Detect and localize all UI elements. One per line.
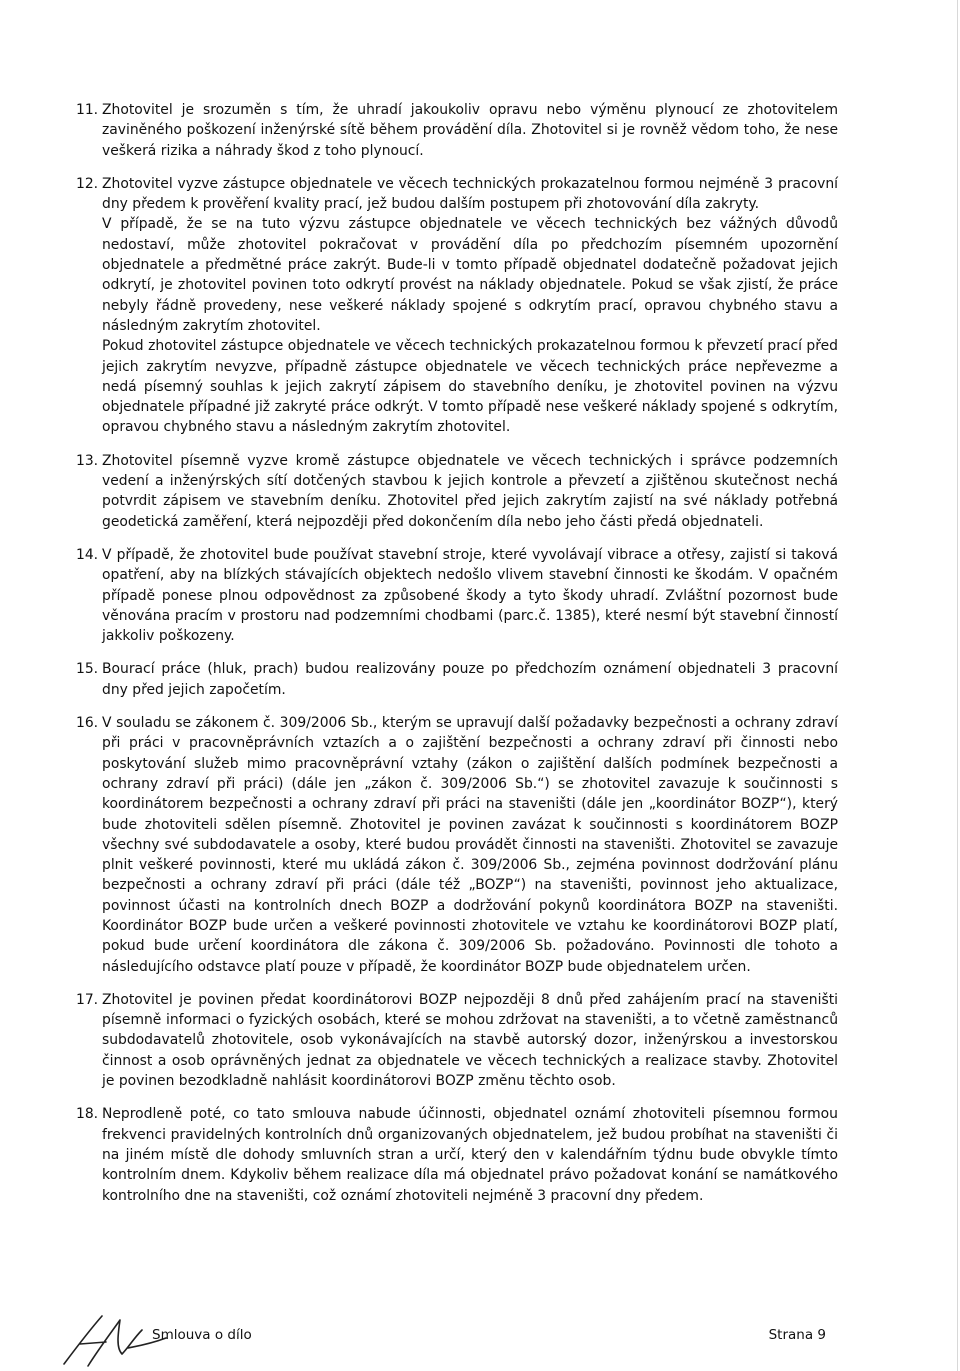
clause-body [102, 659, 838, 700]
clause-number: 16. [76, 715, 99, 732]
clause-paragraph: V souladu se zákonem č. 309/2006 Sb., kterým se upravují další požadavky bezpečnosti a ochrany zdraví při práci v pracovněprávních vztazích a o zajištění bezpečnosti a ochrany zdraví při činnosti nebo poskytování služeb mimo pracovněprávní vztahy (zákon o zajištění dalších podmínek bezpečnosti a ochrany zdraví při práci) (dále jen „zákon č. 309/2006 Sb.“) se zhotovitel zavazuje k součinnosti s koordinátorem bezpečnosti a ochrany zdraví při práci na staveništi (dále jen „koordinátor BOZP“), který bude zhotoviteli sdělen písemně. Zhotovitel je povinen zavázat k součinnosti s koordinátorem BOZP všechny své subdodavatele a osoby, které budou provádět činnosti na staveništi. Zhotovitel se zavazuje plnit veškeré povinnosti, které mu ukládá zákon č. 309/2006 Sb., zejména povinnost dodržování plánu bezpečnosti a ochrany zdraví při práci (dále též „BOZP“) na staveništi, povinnost jeho aktualizace, povinnost účasti na kontrolních dnech BOZP a dodržování pokynů koordinátora BOZP na staveništi. Koordinátor BOZP bude určen a veškeré povinnosti zhotovitele ve vztahu ke koordinátorovi BOZP platí, pokud bude určení koordinátora dle zákona č. 309/2006 Sb. požadováno. Povinnosti dle tohoto a následujícího odstavce platí pouze v případě, že koordinátor BOZP bude objednatelem určen. [102, 715, 838, 975]
clause-18 [76, 1104, 838, 1205]
clause-13 [76, 451, 838, 532]
clause-number: 13. [76, 452, 99, 469]
clause-body [102, 545, 838, 646]
clause-paragraph: Zhotovitel je povinen předat koordinátorovi BOZP nejpozději 8 dnů před zahájením prací na staveništi písemně informaci o fyzických osobách, které se mohou zdržovat na staveništi, a to včetně zaměstnanců subdodavatelů zhotovitele, osob vykonávajících na stavbě autorský dozor, inženýrskou a investorskou činnost a osob oprávněných jednat za objednatele ve věcech technických a realizace stavby. Zhotovitel je povinen bezodkladně nahlásit koordinátorovi BOZP změnu těchto osob. [102, 991, 838, 1090]
clause-number: 15. [76, 661, 99, 678]
clause-number: 11. [76, 102, 99, 118]
clause-body [102, 451, 838, 532]
clause-paragraph: Bourací práce (hluk, prach) budou realizovány pouze po předchozím oznámení objednateli 3 pracovní dny před jejich započetím. [102, 661, 838, 698]
clause-paragraph: Zhotovitel vyzve zástupce objednatele ve věcech technických prokazatelnou formou nejméně 3 pracovní dny předem k prověření kvality prací, jež budou dalším postupem při zhotovování díla zakryty. [102, 175, 838, 213]
clause-number: 18. [76, 1106, 99, 1123]
clause-16 [76, 713, 838, 977]
clause-body [102, 100, 838, 161]
clause-paragraph: Neprodleně poté, co tato smlouva nabude účinnosti, objednatel oznámí zhotoviteli písemnou formou frekvenci pravidelných kontrolních dnů organizovaných objednatelem, jež budou probíhat na staveništi či na jiném místě dle dohody smluvních stran a určí, který den v kalendářním týdnu bude obvykle tímto kontrolním dnem. Kdykoliv během realizace díla má objednatel právo požadovat konání se namátkového kontrolního dne na staveništi, což oznámí zhotoviteli nejméně 3 pracovní dny předem. [102, 1106, 838, 1204]
clauses-list [76, 100, 838, 1206]
clause-14 [76, 545, 838, 646]
footer-page-number: Strana 9 [768, 1327, 826, 1343]
clause-15 [76, 659, 838, 700]
clause-12 [76, 174, 838, 438]
clause-number: 14. [76, 546, 99, 563]
scan-edge-line [957, 0, 958, 1371]
clause-paragraph: V případě, že se na tuto výzvu zástupce objednatele ve věcech technických bez vážných důvodů nedostaví, může zhotovitel pokračovat v provádění díla po předchozím písemném upozornění objednatele a předmětné práce zakrýt. Bude-li v tomto případě objednatel dodatečně požadovat jejich odkrytí, je zhotovitel povinen toto odkrytí provést na náklady objednatele. Pokud se však zjistí, že práce nebyly řádně provedeny, nese veškeré náklady spojené s odkrytím prací, opravou chybného stavu a následným zakrytím zhotovitel. [102, 216, 838, 334]
clause-body [102, 713, 838, 977]
clause-17 [76, 990, 838, 1091]
clause-number: 17. [76, 991, 99, 1008]
clause-body [102, 990, 838, 1091]
clause-body [102, 174, 838, 438]
footer-document-name: Smlouva o dílo [152, 1327, 252, 1343]
clause-number: 12. [76, 175, 99, 192]
clause-body [102, 1104, 838, 1205]
clause-paragraph: V případě, že zhotovitel bude používat stavební stroje, které vyvolávají vibrace a otřesy, zajistí si taková opatření, aby na blízkých stávajících objektech nedošlo vlivem stavební činnosti ke škodám. V opačném případě ponese plnou odpovědnost za způsobené škody a tyto škody uhradí. Zvláštní pozornost bude věnována pracím v prostoru nad podzemními chodbami (parc.č. 1385), které nesmí být stavební činností jakkoliv poškozeny. [102, 546, 838, 645]
clause-paragraph: Pokud zhotovitel zástupce objednatele ve věcech technických prokazatelnou formou k převzetí prací před jejich zakrytím nevyzve, případně zástupce objednatele ve věcech technických práce nepřevezme a nedá písemný souhlas k jejich zakrytí zápisem do stavebního deníku, je zhotovitel povinen na výzvu objednatele případné již zakryté práce odkrýt. V tomto případě nese veškeré náklady spojené s odkrytím, opravou chybného stavu a následným zakrytím zhotovitel. [102, 338, 838, 436]
clause-paragraph: Zhotovitel je srozuměn s tím, že uhradí jakoukoliv opravu nebo výměnu plynoucí ze zhotovitelem zaviněného poškození inženýrské sítě během provádění díla. Zhotovitel si je rovněž vědom toho, že nese veškerá rizika a náhrady škod z toho plynoucí. [102, 102, 838, 159]
clause-11 [76, 100, 838, 161]
clause-paragraph: Zhotovitel písemně vyzve kromě zástupce objednatele ve věcech technických i správce podzemních vedení a inženýrských sítí dotčených stavbou k jejich kontrole a převzetí a zjištěnou skutečnost nechá potvrdit zápisem ve stavebním deníku. Zhotovitel před jejich zakrytím zajistí na své náklady potřebná geodetická zaměření, která nejpozději před dokončením díla nebo jeho části předá objednateli. [102, 452, 838, 530]
